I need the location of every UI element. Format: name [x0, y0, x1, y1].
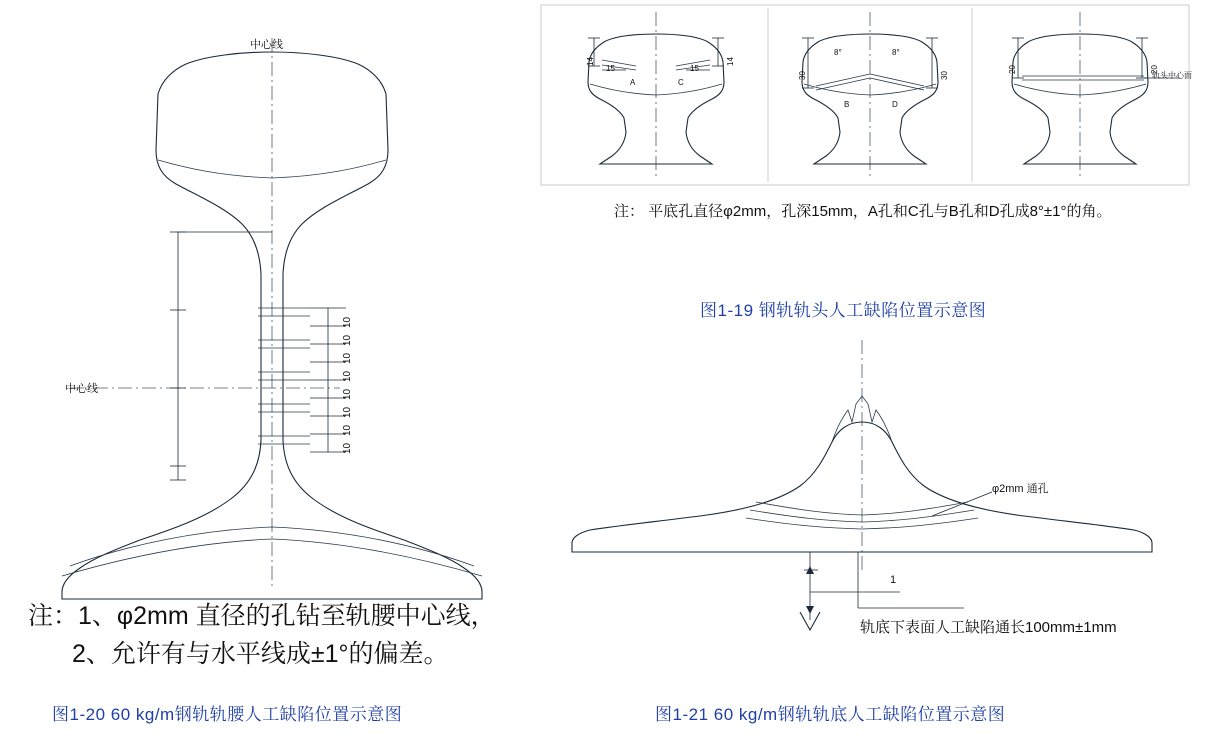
hole-label-b: B [844, 100, 850, 109]
head-dim-15-right: 15 [690, 64, 699, 73]
dimension-label-4: 10 [342, 388, 353, 400]
head-angle-left: 8° [834, 48, 842, 57]
figure-rail-base [560, 330, 1200, 660]
rail-head-view-ac [588, 12, 724, 176]
centre-line-label-top: 中心线 [250, 39, 283, 51]
hole-label-a: A [630, 78, 636, 87]
hole-label-c: C [678, 78, 684, 87]
caption-fig-1-19: 图1-19 钢轨轨头人工缺陷位置示意图 [700, 301, 987, 320]
dimension-label-3: 10 [342, 370, 353, 382]
head-dim-30-right: 30 [940, 71, 949, 80]
rail-head-view-bd [802, 12, 938, 176]
base-note: 轨底下表面人工缺陷通长100mm±1mm [860, 619, 1117, 636]
centre-line-label-left: 中心线 [65, 383, 98, 395]
web-hole-marks [258, 308, 310, 444]
figure-rail-web [10, 10, 570, 610]
caption-fig-1-21: 图1-21 60 kg/m钢轨轨底人工缺陷位置示意图 [655, 705, 1006, 724]
dimension-label-5: 10 [342, 406, 353, 418]
head-dim-20-right: 20 [1150, 65, 1159, 74]
base-hole-label: φ2mm 通孔 [992, 483, 1049, 495]
dimension-label-1: 10 [342, 334, 353, 346]
head-note: 注： 平底孔直径φ2mm，孔深15mm，A孔和C孔与B孔和D孔成8°±1°的角。 [614, 203, 1112, 220]
hole-label-d: D [892, 100, 898, 109]
web-note-line-2: 2、允许有与水平线成±1°的偏差。 [72, 640, 449, 668]
head-dim-20-left: 20 [1008, 65, 1017, 74]
head-dim-14-left: 14 [586, 57, 595, 66]
rail-web-drawing [10, 10, 570, 610]
head-dim-30-left: 30 [798, 71, 807, 80]
rail-outline-left [62, 52, 272, 599]
head-centre-plane-label: 轨头中心面 [1152, 71, 1192, 80]
base-outline-left [572, 422, 862, 552]
right-dimension-stack [310, 308, 346, 452]
rail-outline-right [272, 52, 482, 599]
figure-rail-head [540, 4, 1190, 194]
rail-head-view-centre-plane [1012, 12, 1180, 176]
dimension-label-7: 10 [342, 442, 353, 454]
dimension-label-6: 10 [342, 424, 353, 436]
web-note-line-1: 注：1、φ2mm 直径的孔钻至轨腰中心线， [28, 602, 496, 630]
rail-base-drawing [560, 330, 1200, 660]
dimension-label-0: 10 [342, 316, 353, 328]
base-dim-1: 1 [890, 574, 897, 586]
rail-head-drawing [540, 4, 1190, 194]
caption-fig-1-20: 图1-20 60 kg/m钢轨轨腰人工缺陷位置示意图 [52, 705, 403, 724]
head-angle-right: 8° [892, 48, 900, 57]
head-dim-14-right: 14 [726, 57, 735, 66]
left-dimension-line [170, 232, 272, 480]
dimension-label-2: 10 [342, 352, 353, 364]
head-dim-15-left: 15 [606, 64, 615, 73]
